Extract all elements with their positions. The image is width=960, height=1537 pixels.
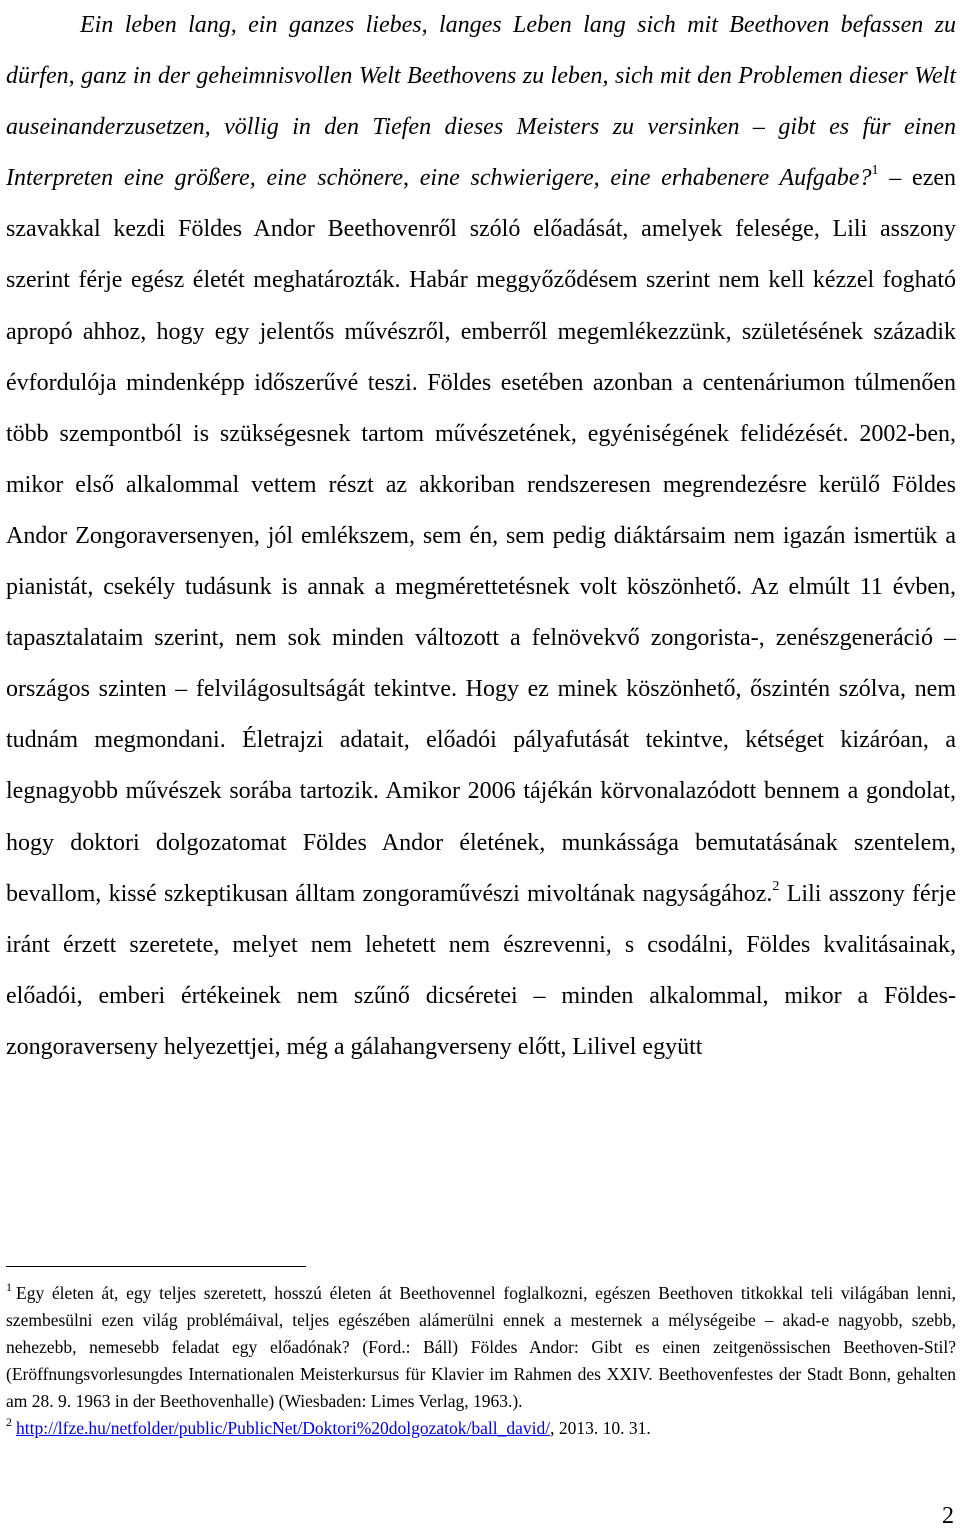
footnotes [6,1280,956,1442]
footnote-2-link[interactable]: http://lfze.hu/netfolder/public/PublicNet/Doktori%20dolgozatok/ball_david/ [16,1418,551,1438]
footnote-1-text: Egy életen át, egy teljes szeretett, hosszú életen át Beethovennel foglalkozni, egészen Beethoven titkokkal teli világában lenni, szembesülni ezen világ problémáival, teljes egészében alámerülni ennek a mesternek a mélységeibe – akad-e nagyobb, szebb, nehezebb, nemesebb feladat egy előadónak? (Ford.: Báll) Földes Andor: Gibt es einen zeitgenössischen Beethoven-Stil? (Eröffnungsvorlesungdes Internationalen Meisterkursus für Klavier im Rahmen des XXIV. Beethovenfestes der Stadt Bonn, gehalten am 28. 9. 1963 in der Beethovenhalle) (Wiesbaden: Limes Verlag, 1963.). [6,1283,956,1411]
footnote-2 [6,1415,956,1442]
footnote-ref-2[interactable]: 2 [772,878,780,894]
body-text-part-a: – ezen szavakkal kezdi Földes Andor Beethovenről szóló előadását, amelyek felesége, Lili asszony szerint férje egész életét meghatározták. Habár meggyőződésem szerint nem kell kézzel fogható apropó ahhoz, hogy egy jelentős művészről, emberről megemlékezzünk, születésének századik évfordulója mindenképp időszerűvé teszi. Földes esetében azonban a centenáriumon túlmenően több szempontból is szükségesnek tartom művészetének, egyéniségének felidézését. 2002-ben, mikor első alkalommal vettem részt az akkoriban rendszeresen megrendezésre kerülő Földes Andor Zongoraversenyen, jól emlékszem, sem én, sem pedig diáktársaim nem igazán ismertük a pianistát, csekély tudásunk is annak a megmérettetésnek volt köszönhető. Az elmúlt 11 évben, tapasztalataim szerint, nem sok minden változott a felnövekvő zongorista-, zenészgeneráció – országos szinten – felvilágosultságát tekintve. Hogy ez minek köszönhető, őszintén szólva, nem tudnám megmondani. Életrajzi adatait, előadói pályafutását tekintve, kétséget kizáróan, a legnagyobb művészek sorába tartozik. Amikor 2006 tájékán körvonalazódott bennem a gondolat, hogy doktori dolgozatomat Földes Andor életének, munkássága bemutatásának szentelem, bevallom, kissé szkeptikusan álltam zongoraművészi mivoltának nagyságához. [6,165,956,907]
footnote-separator [6,1266,306,1267]
footnote-1 [6,1280,956,1415]
footnote-1-marker: 1 [6,1279,12,1294]
footnote-ref-1[interactable]: 1 [871,163,879,179]
body-text-part-b: Lili asszony férje iránt érzett szeretete, melyet nem lehetett nem észrevenni, s csodálni, Földes kvalitásainak, előadói, emberi értékeinek nem szűnő dicséretei – minden alkalommal, mikor a Földes-zongoraverseny helyezettjei, még a gálahangverseny előtt, Lilivel együtt [6,880,957,1060]
footnote-2-date: , 2013. 10. 31. [550,1418,651,1438]
body-paragraph [6,0,956,1073]
page-number: 2 [942,1503,954,1529]
footnote-2-marker: 2 [6,1414,12,1429]
italic-quote: Ein leben lang, ein ganzes liebes, langes Leben lang sich mit Beethoven befassen zu dürfen, ganz in der geheimnisvollen Welt Beethovens zu leben, sich mit den Problemen dieser Welt auseinanderzusetzen, völlig in den Tiefen dieses Meisters zu versinken – gibt es für einen Interpreten eine größere, eine schönere, eine schwierigere, eine erhabenere Aufgabe? [6,12,956,192]
